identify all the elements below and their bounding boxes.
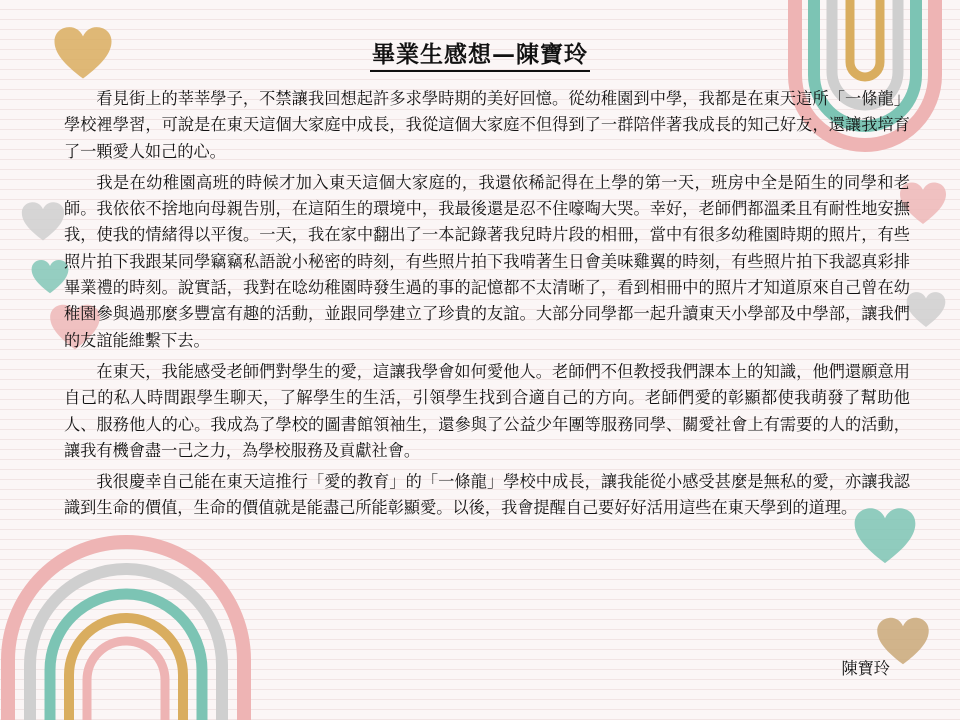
paragraph-2: 我是在幼稚園高班的時候才加入東天這個大家庭的，我還依稀記得在上學的第一天，班房中全是陌生的同學和老師。我依依不捨地向母親告別，在這陌生的環境中，我最後還是忍不住嚎啕大哭。幸好，老師們都溫柔且有耐性地安撫我，使我的情緒得以平復。一天，我在家中翻出了一本記錄著我兒時片段的相冊，當中有很多幼稚園時期的照片，有些照片拍下我跟某同學竊竊私語說小秘密的時刻，有些照片拍下我啃著生日會美味雞翼的時刻，有些照片拍下我認真彩排畢業禮的時刻。說實話，我對在唸幼稚園時發生過的事的記憶都不太清晰了，看到相冊中的照片才知道原來自己曾在幼稚園參與過那麼多豐富有趣的活動，並跟同學建立了珍貴的友誼。大部分同學都一起升讀東天小學部及中學部，讓我們的友誼能維繫下去。 <box>64 172 910 350</box>
paragraph-1: 看見街上的莘莘學子，不禁讓我回想起許多求學時期的美好回憶。從幼稚園到中學，我都是在東天這所「一條龍」學校裡學習，可說是在東天這個大家庭中成長，我從這個大家庭不但得到了一群陪伴著我成長的知己好友，還讓我培育了一顆愛人如己的心。 <box>64 89 910 161</box>
paragraph-4: 我很慶幸自己能在東天這推行「愛的教育」的「一條龍」學校中成長，讓我能從小感受甚麼是無私的愛，亦讓我認識到生命的價值，生命的價值就是能盡己所能彰顯愛。以後，我會提醒自己要好好活用這些在東天學到的道理。 <box>64 472 910 518</box>
paragraph-3: 在東天，我能感受老師們對學生的愛，這讓我學會如何愛他人。老師們不但教授我們課本上的知識，他們還願意用自己的私人時間跟學生聊天，了解學生的生活，引領學生找到合適自己的方向。老師們愛的彰顯都使我萌發了幫助他人、服務他人的心。我成為了學校的圖書館領袖生，還參與了公益少年團等服務同學、關愛社會上有需要的人的活動，讓我有機會盡一己之力，為學校服務及貢獻社會。 <box>64 361 910 460</box>
title-text: 畢業生感想—陳寶玲 <box>370 41 590 72</box>
heart-left-grey <box>20 200 66 246</box>
bottom-left-rainbow <box>0 530 300 720</box>
page-title <box>0 36 960 69</box>
signature: 陳寶玲 <box>841 659 890 678</box>
heart-right-grey <box>905 290 947 332</box>
article-body <box>64 86 910 527</box>
